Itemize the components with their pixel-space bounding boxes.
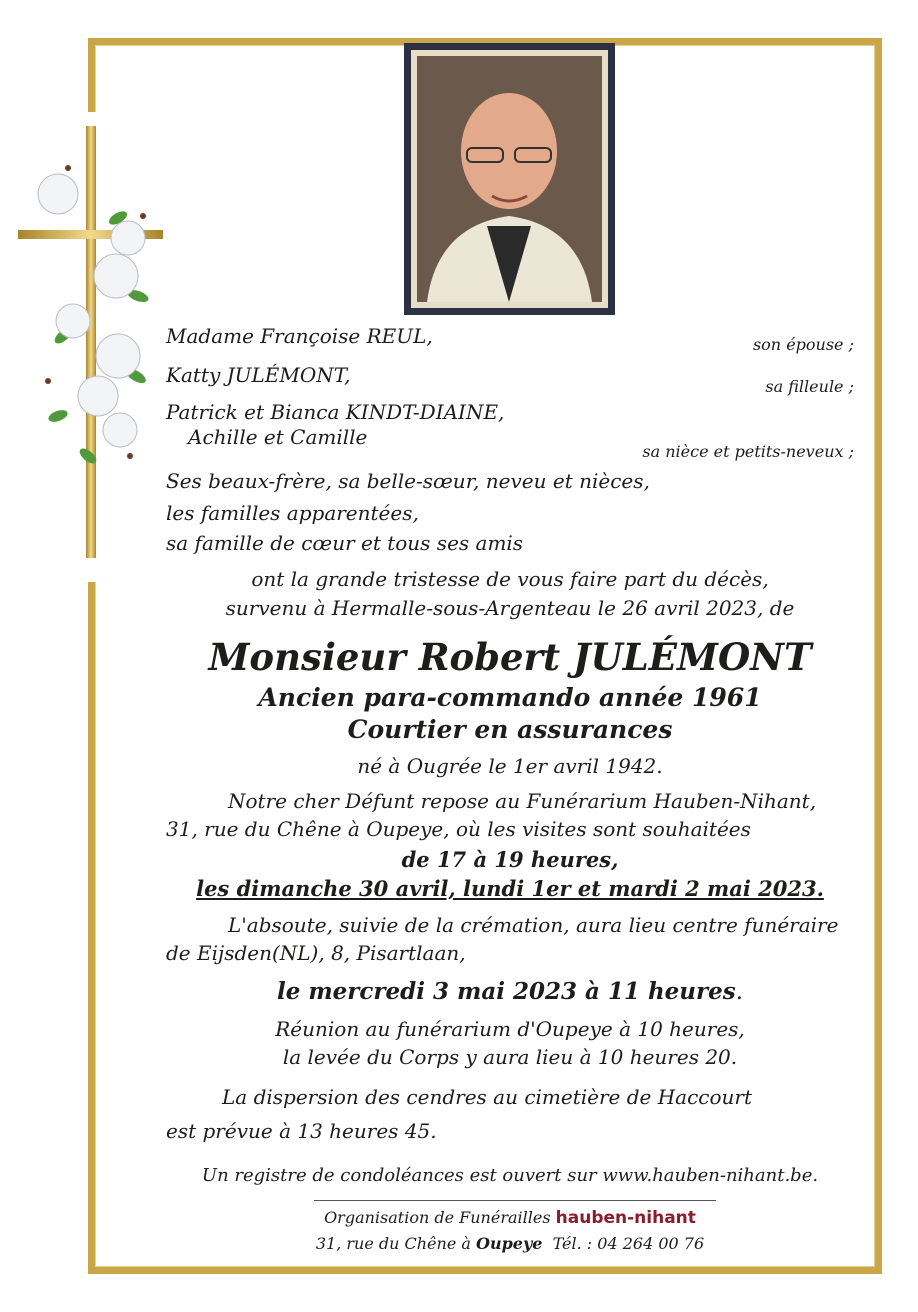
- portrait-icon: [417, 56, 602, 302]
- family-line-2: Katty JULÉMONT,: [166, 363, 351, 387]
- family-others-2: les familles apparentées,: [166, 501, 419, 525]
- announce-2: survenu à Hermalle-sous-Argenteau le 26 avril 2023, de: [225, 596, 795, 620]
- visits-hours: de 17 à 19 heures,: [401, 847, 619, 872]
- relation-1: son épouse ;: [752, 335, 854, 354]
- cross-flowers-icon: [18, 126, 168, 558]
- deceased-name: Monsieur Robert JULÉMONT: [208, 635, 812, 679]
- family-others-1: Ses beaux-frère, sa belle-sœur, neveu et nièces,: [166, 469, 650, 493]
- ceremony-meeting-2: la levée du Corps y aura lieu à 10 heures 20.: [282, 1045, 738, 1069]
- family-line-1: Madame Françoise REUL,: [166, 324, 433, 348]
- footer-phone: Tél. : 04 264 00 76: [552, 1234, 705, 1253]
- portrait-photo: [404, 43, 615, 315]
- family-others-3: sa famille de cœur et tous ses amis: [166, 531, 524, 555]
- footer-brand: hauben-nihant: [555, 1208, 696, 1228]
- announce-1: ont la grande tristesse de vous faire part du décès,: [251, 567, 769, 591]
- deceased-born: né à Ougrée le 1er avril 1942.: [357, 754, 663, 778]
- deceased-title-2: Courtier en assurances: [347, 715, 673, 744]
- deceased-title-1: Ancien para-commando année 1961: [258, 683, 762, 712]
- ceremony-line-2: de Eijsden(NL), 8, Pisartlaan,: [166, 941, 466, 965]
- ceremony-date: le mercredi 3 mai 2023 à 11 heures: [276, 978, 736, 1005]
- footer-town: Oupeye: [476, 1234, 543, 1253]
- footer-divider: [314, 1200, 716, 1201]
- ashes-line-1: La dispersion des cendres au cimetière de Haccourt: [222, 1085, 753, 1109]
- relation-3: sa nièce et petits-neveux ;: [642, 442, 854, 461]
- ashes-line-2: est prévue à 13 heures 45.: [166, 1119, 437, 1143]
- visits-line-2: 31, rue du Chêne à Oupeye, où les visites sont souhaitées: [166, 817, 751, 841]
- family-line-3b: Achille et Camille: [188, 425, 368, 449]
- ceremony-meeting-1: Réunion au funérarium d'Oupeye à 10 heures,: [275, 1017, 745, 1041]
- relation-2: sa filleule ;: [765, 377, 854, 396]
- registry-text: Un registre de condoléances est ouvert sur www.hauben-nihant.be.: [201, 1165, 819, 1186]
- visits-dates: les dimanche 30 avril, lundi 1er et mardi 2 mai 2023.: [196, 876, 824, 901]
- footer-address: 31, rue du Chêne à: [315, 1234, 471, 1253]
- ceremony-date-suffix: .: [735, 979, 744, 1005]
- family-line-3: Patrick et Bianca KINDT-DIAINE,: [166, 400, 505, 424]
- footer-org: Organisation de Funérailles: [324, 1208, 551, 1227]
- visits-line-1: Notre cher Défunt repose au Funérarium Hauben-Nihant,: [228, 789, 817, 813]
- ceremony-line-1: L'absoute, suivie de la crémation, aura lieu centre funéraire: [228, 913, 839, 937]
